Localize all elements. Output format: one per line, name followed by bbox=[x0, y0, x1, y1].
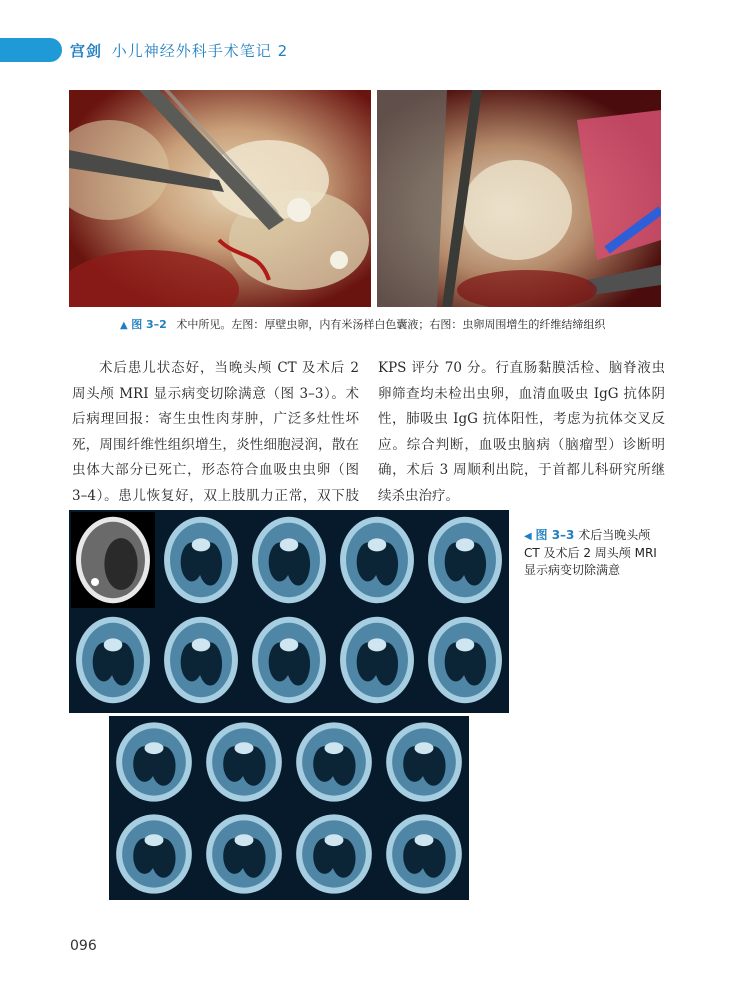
brain-scan-thumb bbox=[386, 814, 462, 893]
brain-scan-thumb bbox=[206, 722, 282, 801]
header-accent-bar bbox=[0, 38, 62, 62]
brain-scan-thumb bbox=[71, 512, 155, 608]
brain-scan-thumb bbox=[206, 814, 282, 893]
brain-scan-thumb bbox=[340, 517, 414, 603]
brain-scan-thumb bbox=[116, 722, 192, 801]
figure-3-3-text: 术后当晚头颅 CT 及术后 2 周头颅 MRI 显示病变切除满意 bbox=[524, 528, 657, 577]
header-title: 小儿神经外科手术笔记 2 bbox=[111, 42, 289, 60]
surgical-photo-right bbox=[377, 90, 661, 307]
brain-scan-thumb bbox=[428, 617, 502, 703]
brain-scan-thumb bbox=[252, 517, 326, 603]
brain-scan-thumb bbox=[296, 814, 372, 893]
ct-mri-panel-top bbox=[69, 510, 509, 713]
figure-3-3-label: 图 3–3 bbox=[535, 528, 575, 542]
running-header bbox=[70, 40, 288, 61]
brain-scan-thumb bbox=[252, 617, 326, 703]
brain-scan-thumb bbox=[164, 517, 238, 603]
brain-scan-thumb bbox=[76, 617, 150, 703]
figure-3-2-label: 图 3–2 bbox=[131, 318, 167, 331]
figure-3-2-text: 术中所见。左图：厚壁虫卵，内有米汤样白色囊液；右图：虫卵周围增生的纤维结缔组织 bbox=[176, 318, 606, 331]
scan-grid-bottom bbox=[109, 716, 469, 900]
brain-scan-thumb bbox=[428, 517, 502, 603]
figure-3-2-caption bbox=[120, 316, 605, 332]
page-number: 096 bbox=[70, 938, 97, 954]
brain-scan-thumb bbox=[164, 617, 238, 703]
body-text-column-1: 术后患儿状态好，当晚头颅 CT 及术后 2 周头颅 MRI 显示病变切除满意（图 3–3）。术后病理回报：寄生虫性肉芽肿，广泛多灶性坏死，周围纤维性组织增生，炎性细胞浸润，散在虫体大部分已死亡，形态符合血吸虫虫卵（图 3–4）。患儿恢复好，双上肢肌力正常，双下肢 bbox=[72, 360, 359, 504]
brain-scan-thumb bbox=[296, 722, 372, 801]
ct-mri-panel-bottom bbox=[109, 716, 469, 900]
triangle-marker-icon: ▲ bbox=[120, 320, 128, 331]
surgical-photo-left bbox=[69, 90, 371, 307]
body-text-column-2: KPS 评分 70 分。行直肠黏膜活检、脑脊液虫卵筛查均未检出虫卵，血清血吸虫 IgG 抗体阴性，肺吸虫 IgG 抗体阳性，考虑为抗体交叉反应。综合判断，血吸虫脑病（脑瘤型）诊断明确，术后 3 周顺利出院，于首都儿科研究所继续杀虫治疗。 bbox=[378, 360, 665, 504]
brain-scan-thumb bbox=[386, 722, 462, 801]
triangle-marker-icon: ◀ bbox=[524, 531, 532, 542]
scan-grid-top bbox=[69, 510, 509, 713]
brain-scan-thumb bbox=[116, 814, 192, 893]
brain-scan-thumb bbox=[340, 617, 414, 703]
header-brand: 宫剑 bbox=[70, 42, 103, 60]
figure-3-3-caption bbox=[524, 527, 664, 579]
